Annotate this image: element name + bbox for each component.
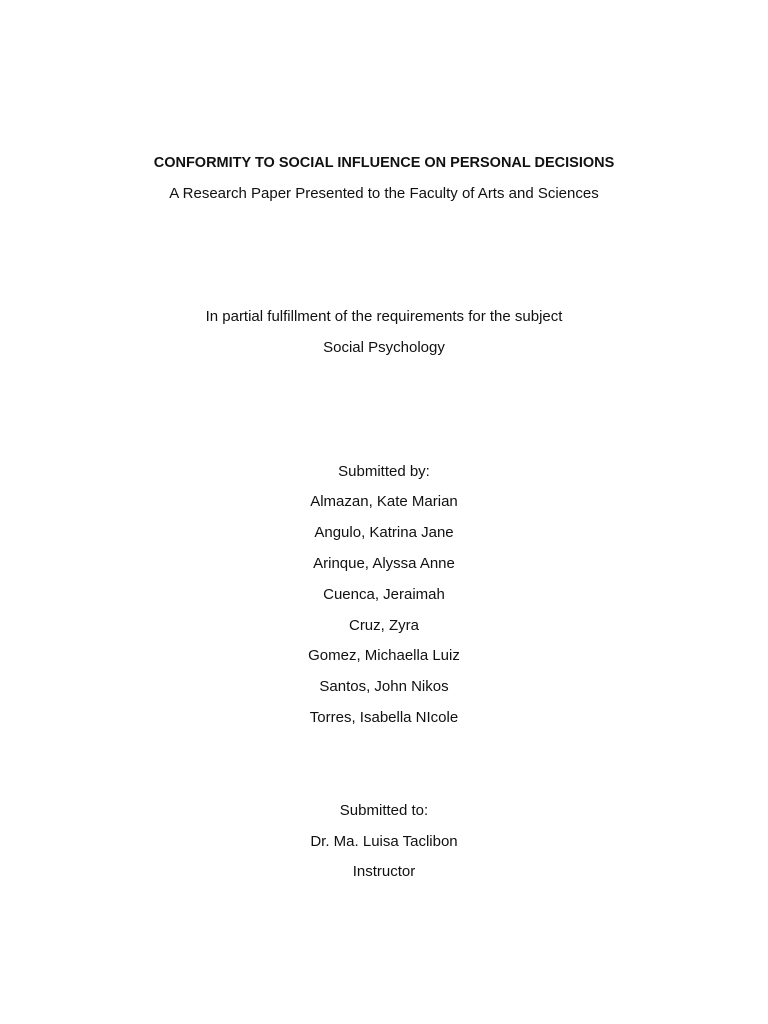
subject-name: Social Psychology	[323, 339, 445, 356]
author-name: Angulo, Katrina Jane	[314, 523, 454, 541]
author-name: Arinque, Alyssa Anne	[313, 554, 455, 572]
instructor-role: Instructor	[352, 863, 416, 880]
paper-title: CONFORMITY TO SOCIAL INFLUENCE ON PERSONAL DECISIONS	[153, 155, 615, 171]
author-list	[0, 492, 768, 739]
submitted-to-label: Submitted to:	[339, 802, 429, 819]
author-name: Cruz, Zyra	[348, 616, 419, 634]
author-name: Torres, Isabella NIcole	[309, 709, 459, 727]
submitted-by-label: Submitted by:	[338, 463, 430, 480]
paper-subtitle: A Research Paper Presented to the Faculty of Arts and Sciences	[169, 185, 599, 202]
author-name: Santos, John Nikos	[319, 678, 449, 696]
instructor-name: Dr. Ma. Luisa Taclibon	[310, 833, 458, 850]
author-name: Cuenca, Jeraimah	[323, 585, 445, 603]
author-name: Gomez, Michaella Luiz	[308, 647, 460, 665]
fulfillment-statement: In partial fulfillment of the requirements for the subject	[205, 308, 563, 325]
author-name: Almazan, Kate Marian	[310, 493, 458, 510]
